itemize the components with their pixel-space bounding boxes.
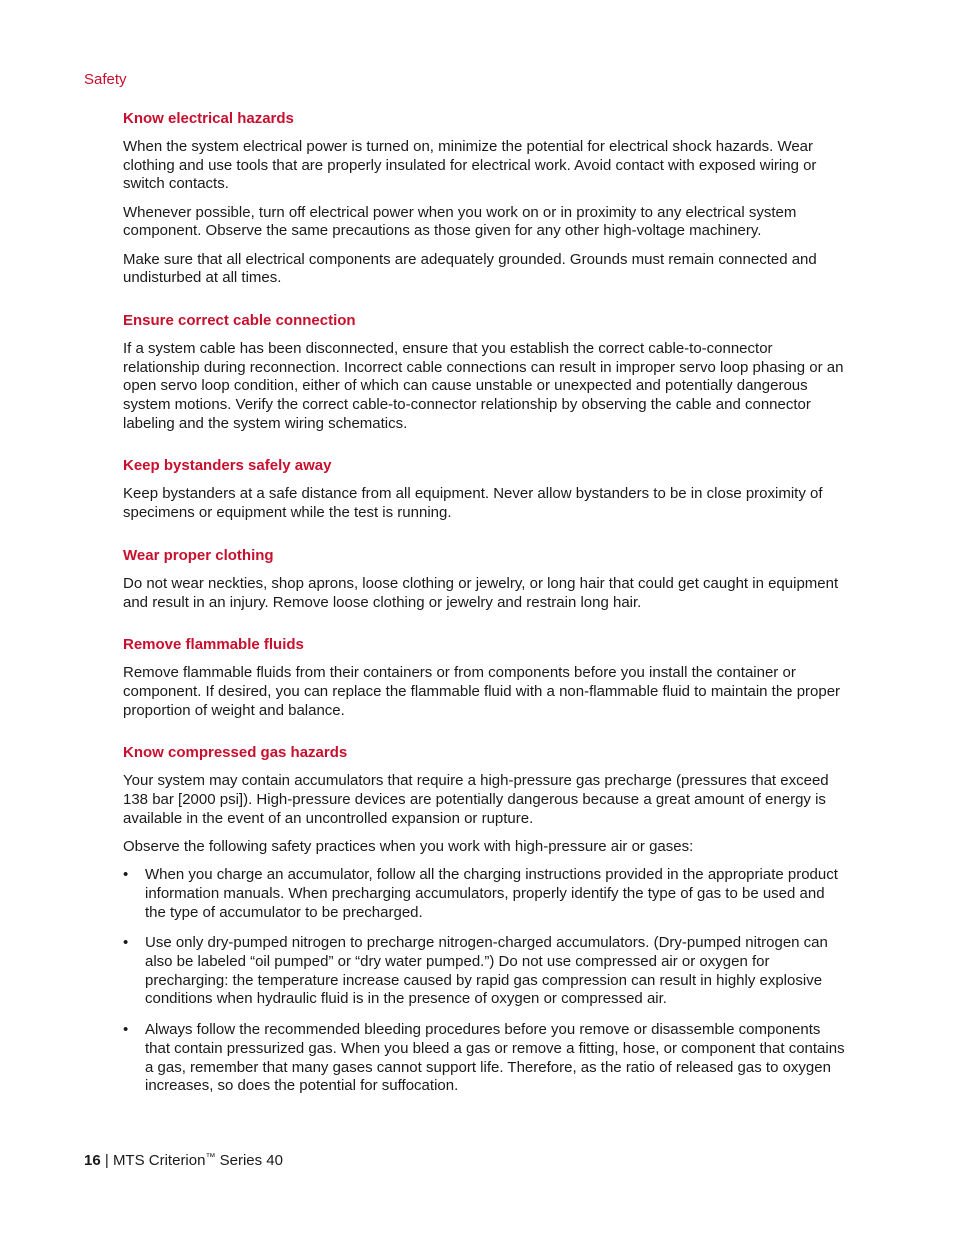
- paragraph: Observe the following safety practices when you work with high-pressure air or gases:: [123, 837, 694, 855]
- page-number: 16: [84, 1152, 101, 1169]
- paragraph: Your system may contain accumulators that require a high-pressure gas precharge (pressures that exceed 138 bar [2000 psi]). High-pressure devices are potentially dangerous because a great amount of energy is available in the event of an uncontrolled expansion or rupture.: [123, 772, 829, 827]
- paragraph: Remove flammable fluids from their containers or from components before you install the container or component. If desired, you can replace the flammable fluid with a non-flammable fluid to maintain the proper proportion of weight and balance.: [123, 664, 841, 719]
- paragraph: Make sure that all electrical components are adequately grounded. Grounds must remain connected and undisturbed at all times.: [123, 250, 817, 287]
- trademark-symbol: ™: [205, 1152, 216, 1163]
- section-heading: Ensure correct cable connection: [123, 311, 356, 329]
- paragraph: Whenever possible, turn off electrical power when you work on or in proximity to any electrical system component. Observe the same precautions as those given for any other high-voltage machinery.: [123, 203, 797, 240]
- section-heading: Wear proper clothing: [123, 546, 274, 564]
- bullet-text: When you charge an accumulator, follow all the charging instructions provided in the appropriate product information manuals. When precharging accumulators, properly identify the type of gas to be used and the type of accumulator to be precharged.: [145, 866, 838, 921]
- bullet-glyph: •: [123, 866, 129, 884]
- paragraph: If a system cable has been disconnected, ensure that you establish the correct cable-to-connector relationship during reconnection. Incorrect cable connections can result in improper servo loop phasing or an open servo loop condition, either of which can cause unstable or unexpected and potentially dangerous system motions. Verify the correct cable-to-connector relationship by observing the cable and connector labeling and the system wiring schematics.: [123, 339, 844, 432]
- product-name: MTS Criterion: [112, 1152, 206, 1169]
- bullet-item: [123, 934, 845, 1009]
- footer-separator: |: [104, 1152, 109, 1169]
- section-electrical-hazards: [123, 109, 845, 288]
- section-cable-connection: [123, 311, 845, 434]
- section-heading: Know compressed gas hazards: [123, 744, 348, 762]
- paragraph: Keep bystanders at a safe distance from all equipment. Never allow bystanders to be in close proximity of specimens or equipment while the test is running.: [123, 485, 823, 522]
- section-proper-clothing: [123, 546, 845, 612]
- section-bystanders: [123, 456, 845, 522]
- section-heading: Remove flammable fluids: [123, 636, 304, 654]
- section-flammable-fluids: [123, 635, 845, 720]
- bullet-glyph: •: [123, 934, 129, 952]
- bullet-text: Use only dry-pumped nitrogen to precharge nitrogen-charged accumulators. (Dry-pumped nitrogen can also be labeled “oil pumped” or “dry water pumped.”) Do not use compressed air or oxygen for precharging: the temperature increase caused by rapid gas compression can result in highly explosive conditions when hydraulic fluid is in the presence of oxygen or compressed air.: [145, 934, 828, 1008]
- section-compressed-gas: [123, 743, 845, 1096]
- bullet-text: Always follow the recommended bleeding procedures before you remove or disassemble components that contain pressurized gas. When you bleed a gas or remove a fitting, hose, or component that contains a gas, remember that many gases cannot support life. Therefore, as the ratio of released gas to oxygen increases, so does the potential for suffocation.: [145, 1021, 845, 1095]
- bullet-item: [123, 866, 845, 922]
- page-content: [123, 109, 845, 1108]
- bullet-glyph: •: [123, 1021, 129, 1039]
- paragraph: When the system electrical power is turned on, minimize the potential for electrical shock hazards. Wear clothing and use tools that are properly insulated for electrical work. Avoid contact with exposed wiring or switch contacts.: [123, 138, 817, 193]
- page-footer: [84, 1148, 283, 1171]
- section-heading: Keep bystanders safely away: [123, 457, 332, 475]
- section-heading: Know electrical hazards: [123, 110, 294, 127]
- running-head: Safety: [84, 71, 127, 88]
- bullet-item: [123, 1021, 845, 1096]
- bullet-list: [123, 866, 845, 1096]
- series-name: Series 40: [219, 1152, 283, 1169]
- paragraph: Do not wear neckties, shop aprons, loose clothing or jewelry, or long hair that could get caught in equipment and result in an injury. Remove loose clothing or jewelry and restrain long hair.: [123, 574, 839, 611]
